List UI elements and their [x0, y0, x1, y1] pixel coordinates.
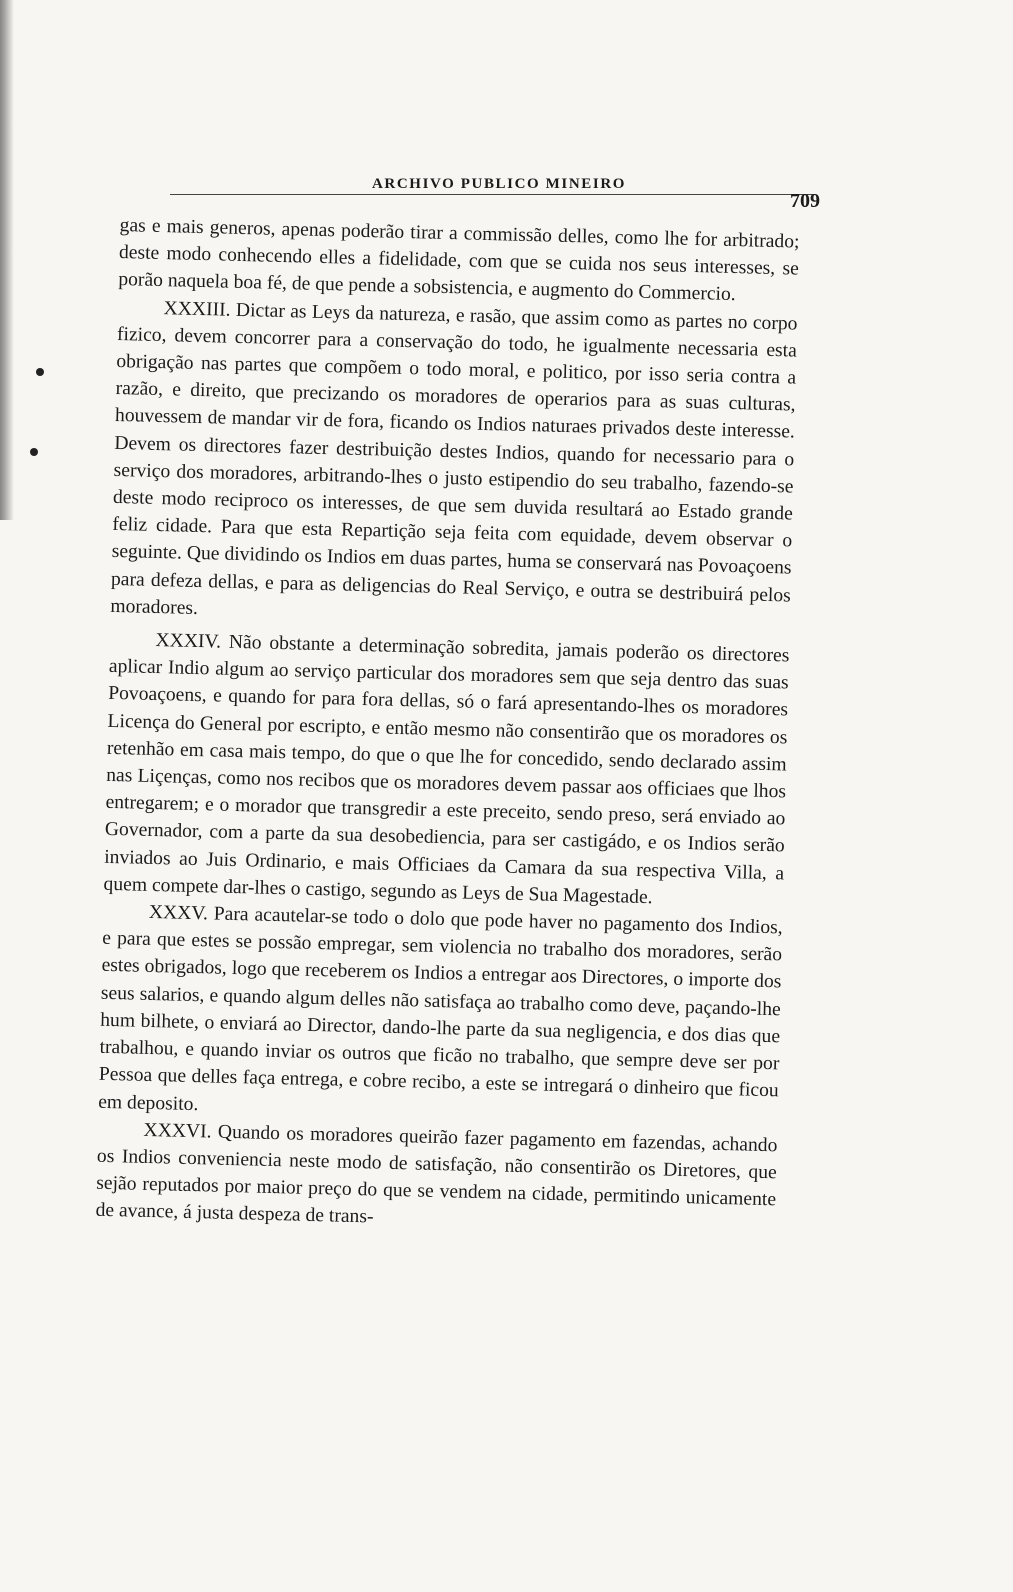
scan-dot-mark — [36, 368, 44, 376]
body-text — [95, 212, 800, 1241]
paragraph-xxxv: XXXV. Para acautelar-se todo o dolo que pode haver no pagamento dos Indios, e para que estes se possão empregar, sem violencia no trabalho dos moradores, serão estes obrigados, logo que receberem os Indios a entregar aos Directores, o importe dos seus salarios, e quando algum delles não satisfaça ao trabalho como deve, paçando-lhe hum bilhete, o enviará ao Director, dando-lhe parte da sua negligencia, e dos dias que trabalhou, e quando inviar os outros que ficão no trabalho, que sempre deve ser por Pessoa que delles faça entrega, e cobre recibo, a este se intregará o dinheiro que ficou em deposito. — [97, 901, 783, 1115]
paragraph-continuation: gas e mais generos, apenas poderão tirar a commissão delles, como lhe for arbitrado; deste modo conhecendo elles a fidelidade, com que se cuida nos seus interesses, se porão naquela boa fé, de que pende a sobsistencia, e augmento do Commercio. — [118, 214, 800, 306]
running-title: ARCHIVO PUBLICO MINEIRO — [366, 176, 632, 193]
page-number: 709 — [790, 190, 820, 212]
scan-edge-shadow — [0, 0, 14, 520]
scan-dot-mark — [30, 448, 38, 456]
paragraph-xxxiii: XXXIII. Dictar as Leys da natureza, e rasão, que assim como as partes no corpo fizico, devem concorrer para a conservação do todo, he igualmente necessaria esta obrigação nas partes que compõem o todo moral, e politico, por isso seria contra a razão, e direito, que precizando os moradores de operarios para as suas culturas, houvessem de mandar vir de fora, ficando os Indios naturaes privados deste interesse. Devem os directores fazer destribuição destes Indios, quando for necessario para o serviço dos moradores, arbitrando-lhes o justo estipendio do seu trabalho, fazendo-se deste modo reciproco os interesses, de que sem duvida resultará ao Estado grande feliz cidade. Para que esta Repartição seja feita com equidade, devem observar o seguinte. Que dividindo os Indios em duas partes, huma se conservará nas Povoaçoens para defeza dellas, e para as deligencias do Real Serviço, e outra se destribuirá pelos moradores. — [110, 297, 798, 619]
paragraph-xxxiv: XXXIV. Não obstante a determinação sobredita, jamais poderão os directores aplicar Indio algum ao serviço particular dos moradores sem que seja dentro das suas Povoaçoens, e quando for para fora dellas, só o fará apresentando-lhes os moradores Licença do General por escripto, e então mesmo não consentirão que os moradores os retenhão em casa mais tempo, do que o que lhe for concedido, sendo declarado assim nas Liçenças, como nos recibos que os moradores devem passar aos officiaes que lhos entregarem; e o morador que transgredir a este preceito, sendo preso, será enviado ao Governador, com a parte da sua desobediencia, para ser castigádo, e os Indios serão inviados ao Juis Ordinario, e mais Officiaes da Camara da sua respectiva Villa, a quem compete dar-lhes o castigo, segundo as Leys de Sua Magestade. — [103, 630, 790, 909]
page-header — [170, 176, 820, 216]
header-rule — [170, 194, 815, 195]
paragraph-xxxvi: XXXVI. Quando os moradores queirão fazer pagamento em fazendas, achando os Indios conveniencia neste modo de satisfação, não consentirão os Diretores, que sejão reputados por maior preço do que se vendem na cidade, permitindo unicamente de avance, á justa despeza de trans- — [95, 1119, 778, 1228]
